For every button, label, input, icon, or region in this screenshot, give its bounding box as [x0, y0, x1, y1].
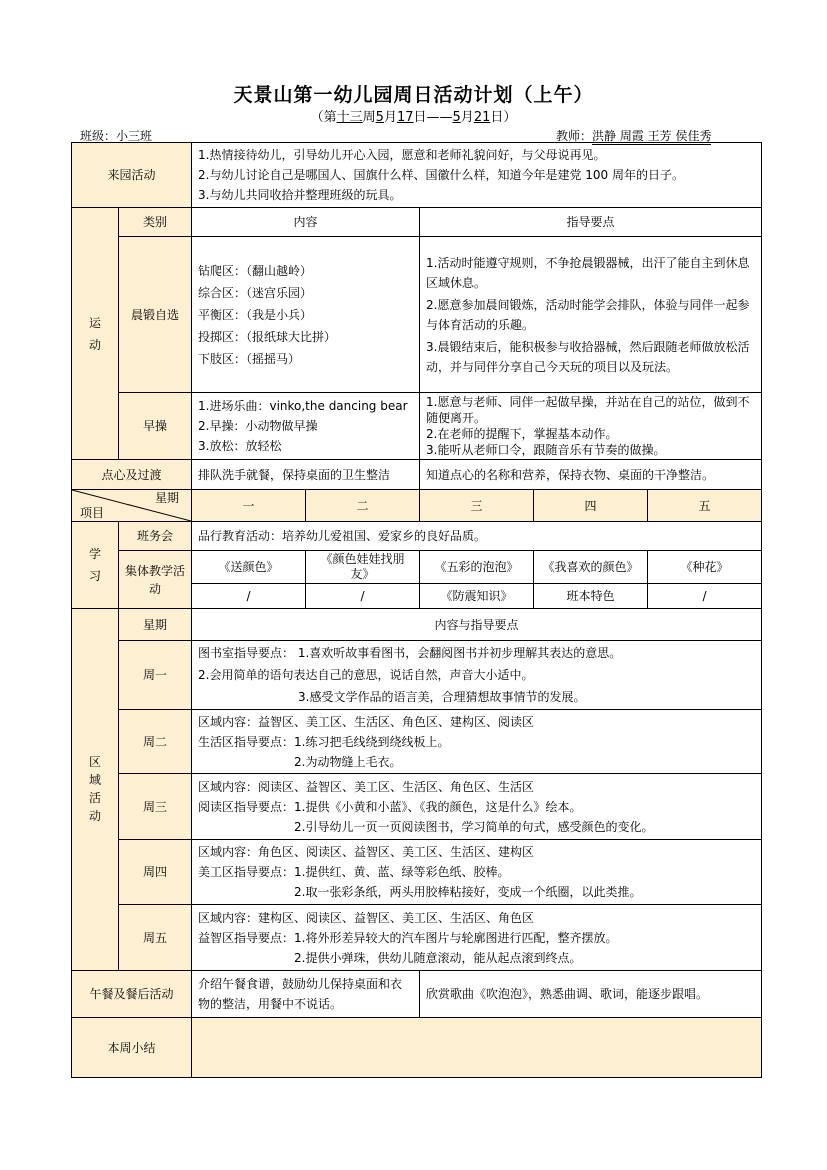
gymnastics-label: 早操 — [119, 393, 192, 460]
area-day-content — [192, 840, 762, 905]
class-meeting-row — [72, 522, 762, 551]
date-part: 月 — [460, 110, 474, 125]
date-part: 日） — [490, 110, 517, 125]
sports-label-text: 运动 — [88, 315, 101, 352]
lesson-2-thu: 班本特色 — [534, 584, 648, 609]
week-number: 十三 — [336, 110, 363, 125]
area-day-label: 周一 — [119, 641, 192, 710]
plan-table — [71, 142, 762, 1078]
class-meeting-label: 班务会 — [119, 522, 192, 551]
area-label-text: 区域活动 — [88, 755, 101, 823]
arrival-line: 2.与幼儿讨论自己是哪国人、国旗什么样、国徽什么样，知道今年是建党 100 周年的日子。 — [198, 168, 685, 182]
area-line: 区域内容：角色区、阅读区、益智区、美工区、生活区、建构区 — [198, 845, 535, 859]
arrival-row — [72, 143, 762, 208]
snack-content: 排队洗手就餐，保持桌面的卫生整洁 — [192, 460, 420, 490]
exercise-zone: 投掷区：（报纸球大比拼） — [198, 329, 337, 344]
start-month: 5 — [375, 110, 384, 125]
area-label — [72, 609, 119, 971]
lesson-fri: 《种花》 — [648, 551, 762, 584]
end-month: 5 — [452, 110, 461, 125]
area-line: 区域内容：益智区、美工区、生活区、角色区、建构区、阅读区 — [198, 714, 535, 729]
lunch-content: 介绍午餐食谱，鼓励幼儿保持桌面和衣物的整洁，用餐中不说话。 — [192, 971, 420, 1018]
area-line: 2.引导幼儿一页一页阅读图书，学习简单的句式，感受颜色的变化。 — [294, 819, 654, 834]
lesson-tue: 《颜色娃娃找朋友》 — [306, 551, 420, 584]
area-line: 区域内容：建构区、阅读区、益智区、美工区、生活区、角色区 — [198, 910, 535, 925]
sports-col-category: 类别 — [119, 208, 192, 237]
sports-col-content: 内容 — [192, 208, 420, 237]
area-col-day: 星期 — [119, 609, 192, 641]
area-line: 生活区指导要点：1.练习把毛线绕到绕线板上。 — [198, 734, 450, 749]
guidance-point: 1.愿意与老师、同伴一起做早操，并站在自己的站位，做到不随便离开。 — [426, 395, 750, 425]
morning-exercise-content — [192, 237, 420, 393]
area-line: 益智区指导要点：1.将外形差异较大的汽车图片与轮廓图进行匹配，整齐摆放。 — [198, 930, 618, 945]
class-meeting-content: 品行教育活动：培养幼儿爱祖国、爱家乡的良好品质。 — [192, 522, 762, 551]
summary-content[interactable] — [192, 1018, 762, 1078]
gymnastics-item: 2.早操：小动物做早操 — [198, 419, 318, 433]
guidance-point: 3.能听从老师口令，跟随音乐有节奏的做操。 — [426, 443, 666, 457]
area-line: 美工区指导要点：1.提供红、黄、蓝、绿等彩色纸、胶棒。 — [198, 865, 510, 879]
morning-exercise-guidance — [420, 237, 762, 393]
area-line: 2.会用简单的语句表达自己的意思，说话自然，声音大小适中。 — [198, 668, 534, 682]
date-part: （第 — [310, 110, 337, 125]
summary-label: 本周小结 — [72, 1018, 192, 1078]
area-day-label: 周二 — [119, 710, 192, 774]
area-day-content — [192, 641, 762, 710]
lunch-guidance: 欣赏歌曲《吹泡泡》，熟悉曲调、歌词，能逐步跟唱。 — [420, 971, 762, 1018]
sports-header-row — [72, 208, 762, 237]
class-value: 小三班 — [116, 127, 188, 145]
group-teaching-label: 集体教学活动 — [119, 551, 192, 609]
exercise-zone: 钻爬区：（翻山越岭） — [198, 263, 313, 278]
teacher-label: 教师： — [556, 129, 593, 143]
area-day-label: 周三 — [119, 774, 192, 840]
area-line: 3.感受文学作品的语言美，合理猜想故事情节的发展。 — [298, 690, 586, 704]
date-range — [0, 106, 827, 125]
study-label-text: 学习 — [88, 547, 101, 583]
guidance-point: 2.在老师的提醒下，掌握基本动作。 — [426, 427, 618, 441]
end-day: 21 — [473, 110, 491, 125]
exercise-zone: 平衡区：（我是小兵） — [198, 307, 313, 322]
lesson-2-mon: / — [192, 584, 306, 609]
sports-label — [72, 208, 119, 460]
lesson-wed: 《五彩的泡泡》 — [420, 551, 534, 584]
area-day-row — [72, 641, 762, 710]
lesson-thu: 《我喜欢的颜色》 — [534, 551, 648, 584]
gymnastics-guidance — [420, 393, 762, 460]
area-day-label: 周五 — [119, 905, 192, 971]
lesson-2-tue: / — [306, 584, 420, 609]
arrival-line: 1.热情接待幼儿，引导幼儿开心入园，愿意和老师礼貌问好，与父母说再见。 — [198, 148, 606, 162]
area-line: 阅读区指导要点：1.提供《小黄和小蓝》、《我的颜色，这是什么》绘本。 — [198, 799, 582, 814]
study-label — [72, 522, 119, 609]
area-day-row — [72, 774, 762, 840]
area-line: 2.为动物缝上毛衣。 — [294, 754, 402, 769]
area-line: 区域内容：阅读区、益智区、美工区、生活区、角色区、生活区 — [198, 779, 535, 794]
lesson-2-wed: 《防震知识》 — [420, 584, 534, 609]
gymnastics-row — [72, 393, 762, 460]
weekday-tue: 二 — [306, 490, 420, 522]
arrival-label: 来园活动 — [72, 143, 192, 208]
arrival-content — [192, 143, 762, 208]
lunch-row — [72, 971, 762, 1018]
guidance-point: 2.愿意参加晨间锻炼，活动时能学会排队，体验与同伴一起参与体育活动的乐趣。 — [426, 297, 750, 332]
weekday-fri: 五 — [648, 490, 762, 522]
area-day-content — [192, 774, 762, 840]
teacher-value: 洪静 周霞 王芳 侯佳秀 — [592, 129, 712, 143]
exercise-zone: 下肢区：（摇摇马） — [198, 351, 301, 366]
date-part: 周 — [362, 110, 376, 125]
area-day-row — [72, 710, 762, 774]
class-label: 班级： — [80, 129, 117, 143]
summary-row — [72, 1018, 762, 1078]
group-teaching-row — [72, 551, 762, 584]
weekday-header-row — [72, 490, 762, 522]
page-title: 天景山第一幼儿园周日活动计划（上午） — [233, 84, 594, 106]
snack-row — [72, 460, 762, 490]
area-day-row — [72, 905, 762, 971]
corner-weekday-label: 星期 — [155, 491, 180, 505]
week-corner-cell — [72, 490, 192, 522]
morning-exercise-label: 晨锻自选 — [119, 237, 192, 393]
arrival-line: 3.与幼儿共同收拾并整理班级的玩具。 — [198, 188, 402, 202]
area-line: 2.取一张彩条纸，两头用胶棒粘接好，变成一个纸圈，以此类推。 — [294, 885, 642, 899]
snack-label: 点心及过渡 — [72, 460, 192, 490]
gymnastics-content — [192, 393, 420, 460]
gymnastics-item: 1.进场乐曲：vinko,the dancing bear — [198, 399, 408, 413]
lesson-2-fri: / — [648, 584, 762, 609]
date-part: 月 — [383, 110, 397, 125]
lesson-mon: 《送颜色》 — [192, 551, 306, 584]
area-day-content — [192, 905, 762, 971]
weekday-mon: 一 — [192, 490, 306, 522]
snack-guidance: 知道点心的名称和营养，保持衣物、桌面的干净整洁。 — [420, 460, 762, 490]
guidance-point: 1.活动时能遵守规则，不争抢晨锻器械，出汗了能自主到休息区域休息。 — [426, 255, 750, 290]
area-line: 2.提供小弹珠，供幼儿随意滚动，能从起点滚到终点。 — [294, 950, 582, 965]
gymnastics-item: 3.放松：放轻松 — [198, 439, 282, 453]
exercise-zone: 综合区：（迷宫乐园） — [198, 285, 313, 300]
area-line: 图书室指导要点： 1.喜欢听故事看图书，会翻阅图书并初步理解其表达的意思。 — [198, 646, 622, 660]
area-header-row — [72, 609, 762, 641]
weekday-wed: 三 — [420, 490, 534, 522]
guidance-point: 3.晨锻结束后，能积极参与收拾器械，然后跟随老师做放松活动，并与同伴分享自己今天玩的项目以及玩法。 — [426, 339, 750, 374]
area-day-label: 周四 — [119, 840, 192, 905]
area-day-row — [72, 840, 762, 905]
corner-item-label: 项目 — [80, 506, 105, 520]
weekday-thu: 四 — [534, 490, 648, 522]
date-part: 日—— — [413, 110, 453, 125]
start-day: 17 — [396, 110, 414, 125]
lunch-label: 午餐及餐后活动 — [72, 971, 192, 1018]
morning-exercise-row — [72, 237, 762, 393]
area-day-content — [192, 710, 762, 774]
sports-col-guidance: 指导要点 — [420, 208, 762, 237]
area-col-content: 内容与指导要点 — [192, 609, 762, 641]
